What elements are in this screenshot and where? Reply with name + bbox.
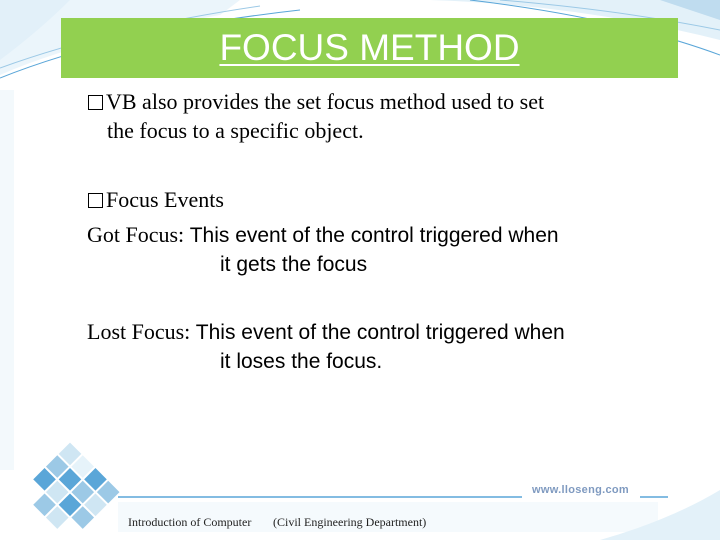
bullet-2-text: Focus Events <box>106 187 224 212</box>
square-bullet-icon <box>88 193 103 208</box>
got-focus-label: Got Focus: <box>87 222 185 247</box>
lost-focus-desc: This event of the control triggered when <box>195 321 565 344</box>
lost-focus-label: Lost Focus: <box>87 319 191 344</box>
tile-pattern <box>21 443 120 540</box>
bullet-item-2 <box>88 187 224 213</box>
footer-right: (Civil Engineering Department) <box>273 515 427 529</box>
bullet-item-1-line-2: the focus to a specific object. <box>107 118 364 143</box>
slide-title: FOCUS METHOD <box>219 27 520 68</box>
brand-watermark: www.lloseng.com <box>532 484 629 496</box>
lost-focus-line-2: it loses the focus. <box>220 350 383 373</box>
got-focus-line-1 <box>87 222 559 248</box>
bullet-1-text: VB also provides the set focus method used to set <box>106 89 545 114</box>
footer-left: Introduction of Computer <box>128 515 252 529</box>
square-bullet-icon <box>88 95 103 110</box>
got-focus-desc: This event of the control triggered when <box>189 224 559 247</box>
got-focus-line-2: it gets the focus <box>220 253 368 276</box>
lost-focus-line-1 <box>87 319 565 345</box>
bullet-item-1-line-1 <box>88 89 544 115</box>
